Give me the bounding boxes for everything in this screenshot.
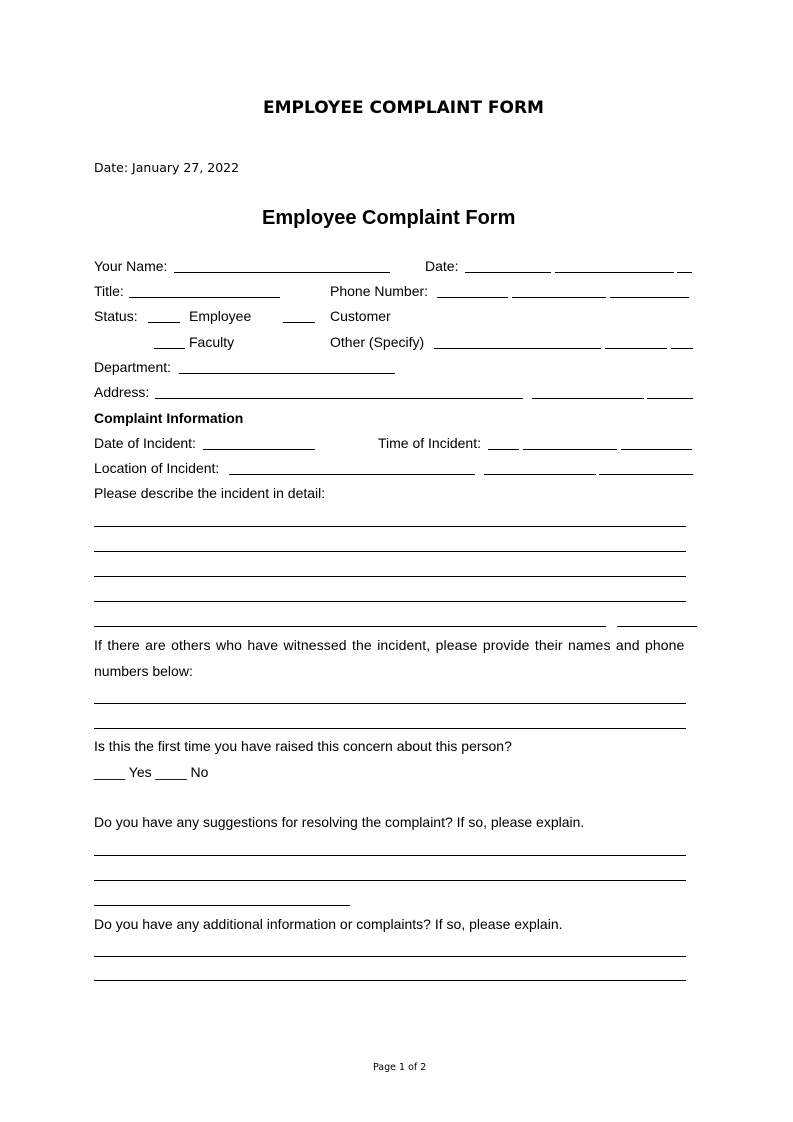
- location-of-incident-field[interactable]: [229, 474, 475, 475]
- suggestions-line[interactable]: [94, 905, 350, 906]
- describe-incident-line[interactable]: [94, 601, 686, 602]
- other-specify-label: Other (Specify): [330, 334, 425, 350]
- describe-incident-line[interactable]: [94, 551, 686, 552]
- your-name-label: Your Name:: [94, 258, 168, 274]
- employee-option: Employee: [189, 308, 252, 324]
- suggestions-line[interactable]: [94, 855, 686, 856]
- describe-incident-line[interactable]: [94, 626, 606, 627]
- phone-number-field-extra-2[interactable]: [610, 297, 689, 298]
- phone-number-field[interactable]: [437, 297, 508, 298]
- witness-line[interactable]: [94, 703, 686, 704]
- other-specify-field[interactable]: [434, 348, 601, 349]
- title-field[interactable]: [129, 297, 280, 298]
- address-field-extra-2[interactable]: [647, 398, 693, 399]
- date-field[interactable]: [465, 272, 551, 273]
- faculty-checkbox[interactable]: [154, 348, 185, 349]
- witness-line[interactable]: [94, 728, 686, 729]
- additional-info-prompt: Do you have any additional information or complaints? If so, please explain.: [94, 916, 563, 932]
- form-title: Employee Complaint Form: [262, 207, 516, 229]
- header-title: EMPLOYEE COMPLAINT FORM: [263, 98, 544, 118]
- date-of-incident-label: Date of Incident:: [94, 435, 196, 451]
- suggestions-line[interactable]: [94, 880, 686, 881]
- title-label: Title:: [94, 283, 124, 299]
- date-line: Date: January 27, 2022: [94, 160, 240, 175]
- location-of-incident-field-extra-2[interactable]: [599, 474, 693, 475]
- phone-number-label: Phone Number:: [330, 283, 429, 299]
- time-of-incident-field-extra-2[interactable]: [621, 449, 692, 450]
- customer-checkbox[interactable]: [283, 322, 315, 323]
- date-label: Date:: [425, 258, 459, 274]
- time-of-incident-field-extra[interactable]: [523, 449, 617, 450]
- date-of-incident-field[interactable]: [203, 449, 315, 450]
- page-number: Page 1 of 2: [373, 1062, 427, 1073]
- time-of-incident-label: Time of Incident:: [378, 435, 481, 451]
- witness-prompt-continued: numbers below:: [94, 663, 193, 679]
- status-label: Status:: [94, 308, 138, 324]
- suggestions-prompt: Do you have any suggestions for resolving the complaint? If so, please explain.: [94, 814, 585, 830]
- describe-incident-prompt: Please describe the incident in detail:: [94, 485, 326, 501]
- describe-incident-line[interactable]: [94, 526, 686, 527]
- address-label: Address:: [94, 384, 150, 400]
- describe-incident-line[interactable]: [94, 576, 686, 577]
- yes-no-options[interactable]: ____ Yes ____ No: [94, 764, 209, 780]
- date-field-extra-2[interactable]: [677, 272, 692, 273]
- location-of-incident-label: Location of Incident:: [94, 460, 220, 476]
- other-specify-field-extra[interactable]: [605, 348, 667, 349]
- other-specify-field-extra-2[interactable]: [671, 348, 693, 349]
- witness-prompt: If there are others who have witnessed the incident, please provide their names and phone: [94, 637, 685, 653]
- first-time-question: Is this the first time you have raised this concern about this person?: [94, 738, 512, 754]
- customer-option: Customer: [330, 308, 391, 324]
- additional-info-line[interactable]: [94, 980, 686, 981]
- additional-info-line[interactable]: [94, 956, 686, 957]
- employee-checkbox[interactable]: [148, 322, 180, 323]
- phone-number-field-extra[interactable]: [512, 297, 606, 298]
- time-of-incident-field[interactable]: [488, 449, 519, 450]
- your-name-field[interactable]: [174, 272, 390, 273]
- date-field-extra[interactable]: [555, 272, 674, 273]
- department-label: Department:: [94, 359, 172, 375]
- department-field[interactable]: [179, 373, 395, 374]
- faculty-option: Faculty: [189, 334, 235, 350]
- address-field-extra[interactable]: [532, 398, 644, 399]
- describe-incident-line-extra[interactable]: [617, 626, 697, 627]
- location-of-incident-field-extra[interactable]: [484, 474, 596, 475]
- address-field[interactable]: [155, 398, 523, 399]
- complaint-info-heading: Complaint Information: [94, 410, 244, 426]
